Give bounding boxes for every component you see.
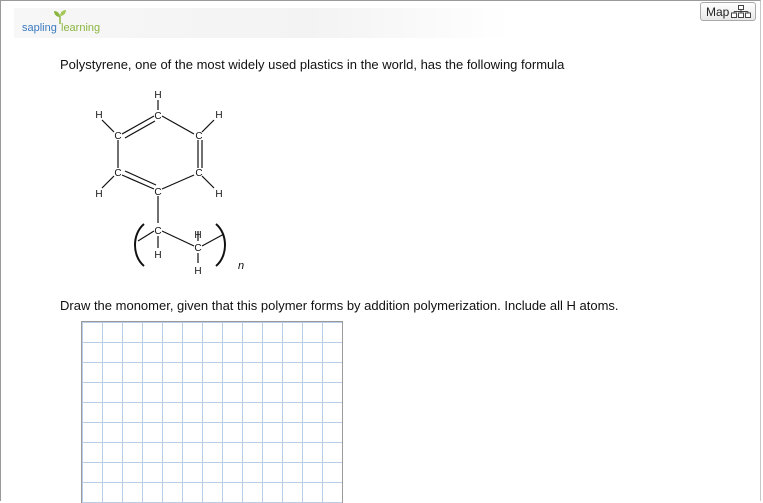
repeat-unit-subscript: n	[238, 260, 245, 272]
bond	[202, 176, 214, 188]
bond	[162, 116, 194, 134]
atom-label: C	[154, 226, 162, 237]
atom-label: C	[194, 243, 202, 254]
atom-label: C	[114, 168, 122, 179]
atom-label: C	[154, 111, 162, 122]
bond	[102, 176, 114, 188]
map-button-label: Map	[706, 4, 730, 19]
question-instruction-text: Draw the monomer, given that this polymer forms by addition polymerization. Include all H atoms.	[60, 298, 619, 313]
atom-label: C	[195, 131, 203, 142]
logo-word-learning: learning	[61, 22, 101, 34]
bond	[162, 231, 194, 246]
sitemap-icon	[731, 5, 751, 18]
repeat-bracket-right	[216, 224, 225, 266]
atom-label: H	[95, 110, 103, 121]
map-button[interactable]	[700, 2, 756, 21]
atom-label: H	[154, 90, 162, 101]
atom-label: H	[215, 110, 223, 121]
atom-label: H	[95, 189, 103, 200]
drawing-canvas[interactable]	[81, 321, 343, 503]
atom-label: H	[215, 189, 223, 200]
bond	[102, 120, 114, 132]
atom-label: H	[154, 250, 162, 261]
repeat-bracket-left	[135, 224, 144, 266]
logo-word-sapling: sapling	[22, 22, 57, 34]
atom-label: C	[195, 168, 203, 179]
atom-label: H	[194, 266, 202, 277]
bond	[138, 231, 154, 241]
sapling-learning-logo	[22, 10, 112, 36]
question-intro-text: Polystyrene, one of the most widely used plastics in the world, has the following formula	[60, 57, 565, 72]
bond	[202, 234, 224, 246]
bond	[202, 120, 214, 132]
bond	[162, 175, 194, 189]
atom-label: C	[154, 187, 162, 198]
atom-label: C	[114, 131, 122, 142]
polystyrene-structure	[88, 86, 258, 282]
atom-label: H	[194, 230, 202, 241]
